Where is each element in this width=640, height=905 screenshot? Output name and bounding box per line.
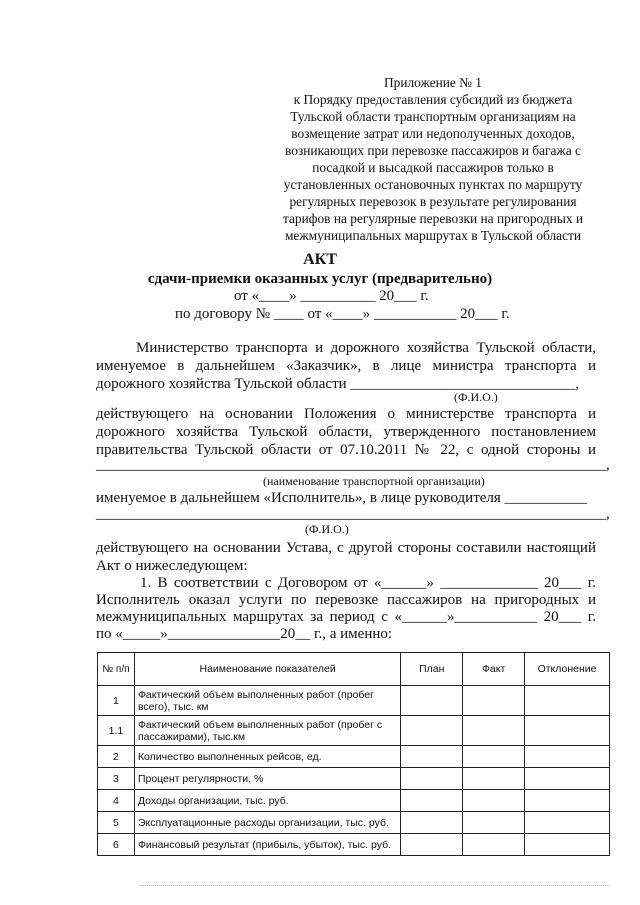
row-name: Доходы организации, тыс. руб.: [134, 790, 400, 812]
cell-fact[interactable]: [463, 768, 525, 790]
body-line: именуемое в дальнейшем «Заказчик», в лице министра транспорта и: [96, 358, 596, 374]
appendix-line: Тульской области транспортным организациям на: [290, 109, 576, 124]
header-deviation: Отклонение: [525, 653, 610, 686]
row-num: 6: [98, 834, 135, 856]
body-line: дорожного хозяйства Тульской области ______________________________,: [96, 376, 580, 392]
table-row: [98, 746, 610, 768]
header-plan: План: [401, 653, 463, 686]
row-num: 3: [98, 768, 135, 790]
row-name: Процент регулярности, %: [134, 768, 400, 790]
indicators-table: [97, 652, 610, 856]
body-line: действующего на основании Положения о министерстве транспорта и: [96, 406, 596, 422]
fio-caption: (Ф.И.О.): [305, 522, 349, 536]
cell-deviation[interactable]: [525, 746, 610, 768]
table-row: [98, 812, 610, 834]
table-row: [98, 790, 610, 812]
appendix-line: посадкой и высадкой пассажиров только в: [312, 160, 554, 175]
body-line: действующего на основании Устава, с другой стороны составили настоящий: [96, 540, 596, 556]
body-line: Акт о нижеследующем:: [96, 558, 248, 574]
cell-deviation[interactable]: [525, 686, 610, 716]
table-row: [98, 716, 610, 746]
fio-caption: (Ф.И.О.): [454, 390, 498, 404]
body-line: межмуниципальных маршрутах за период с «______»___________ 20___ г.: [96, 609, 596, 625]
body-line: Министерство транспорта и дорожного хозяйства Тульской области,: [136, 340, 596, 356]
cell-plan[interactable]: [401, 768, 463, 790]
cell-fact[interactable]: [463, 746, 525, 768]
body-line: ____________________________________________________________________,: [96, 506, 610, 522]
row-name: Количество выполненных рейсов, ед.: [134, 746, 400, 768]
act-contract-line: по договору № ____ от «____» ___________ 20___ г.: [175, 306, 510, 322]
appendix-title: Приложение № 1: [383, 75, 483, 90]
cell-plan[interactable]: [401, 812, 463, 834]
cell-plan[interactable]: [401, 716, 463, 746]
cell-plan[interactable]: [401, 686, 463, 716]
appendix-block: [258, 74, 608, 244]
cell-deviation[interactable]: [525, 834, 610, 856]
appendix-line: возмещение затрат или недополученных доходов,: [291, 126, 575, 141]
row-num: 5: [98, 812, 135, 834]
body-line: 1. В соответствии с Договором от «______» _____________ 20___ г.: [140, 575, 596, 591]
header-fact: Факт: [463, 653, 525, 686]
appendix-line: регулярных перевозок в результате регулирования: [289, 194, 577, 209]
act-date-line: от «____» __________ 20___ г.: [234, 288, 429, 304]
row-name: Финансовый результат (прибыль, убыток), тыс. руб.: [134, 834, 400, 856]
cell-plan[interactable]: [401, 790, 463, 812]
table-header-row: [98, 653, 610, 686]
cell-plan[interactable]: [401, 834, 463, 856]
cell-fact[interactable]: [463, 716, 525, 746]
row-num: 2: [98, 746, 135, 768]
row-name: Эксплуатационные расходы организации, тыс. руб.: [134, 812, 400, 834]
row-num: 1.1: [98, 716, 135, 746]
cell-fact[interactable]: [463, 790, 525, 812]
cell-fact[interactable]: [463, 812, 525, 834]
body-line: правительства Тульской области от 07.10.2011 № 22, с одной стороны и: [96, 442, 596, 458]
org-caption: (наименование транспортной организации): [263, 474, 485, 488]
body-line: ____________________________________________________________________,: [96, 457, 610, 473]
body-line: по «_____»_______________20__ г., а именно:: [96, 626, 393, 642]
header-num: № п/п: [98, 653, 135, 686]
appendix-line: к Порядку предоставления субсидий из бюджета: [293, 92, 573, 107]
appendix-line: тарифов на регулярные перевозки на пригородных и: [282, 211, 584, 226]
body-line: именуемое в дальнейшем «Исполнитель», в лице руководителя ___________: [96, 490, 588, 506]
cell-fact[interactable]: [463, 834, 525, 856]
table-row: [98, 686, 610, 716]
row-num: 4: [98, 790, 135, 812]
appendix-line: межмуниципальных маршрутах в Тульской области: [284, 228, 582, 243]
cell-deviation[interactable]: [525, 812, 610, 834]
cell-deviation[interactable]: [525, 768, 610, 790]
scan-artifact-divider: [140, 885, 610, 888]
cell-deviation[interactable]: [525, 716, 610, 746]
body-line: дорожного хозяйства Тульской области, утвержденного постановлением: [96, 424, 596, 440]
row-num: 1: [98, 686, 135, 716]
cell-deviation[interactable]: [525, 790, 610, 812]
act-heading: АКТ: [303, 251, 337, 268]
act-subheading: сдачи-приемки оказанных услуг (предварительно): [147, 271, 493, 287]
row-name: Фактический объем выполненных работ (пробег всего), тыс. км: [134, 686, 400, 716]
body-line: Исполнитель оказал услуги по перевозке пассажиров на пригородных и: [96, 592, 596, 608]
cell-plan[interactable]: [401, 746, 463, 768]
appendix-line: возникающих при перевозке пассажиров и багажа с: [285, 143, 581, 158]
table-row: [98, 834, 610, 856]
row-name: Фактический объем выполненных работ (пробег с пассажирами), тыс.км: [134, 716, 400, 746]
cell-fact[interactable]: [463, 686, 525, 716]
appendix-line: установленных остановочных пунктах по маршруту: [283, 177, 583, 192]
table-row: [98, 768, 610, 790]
header-name: Наименование показателей: [134, 653, 400, 686]
